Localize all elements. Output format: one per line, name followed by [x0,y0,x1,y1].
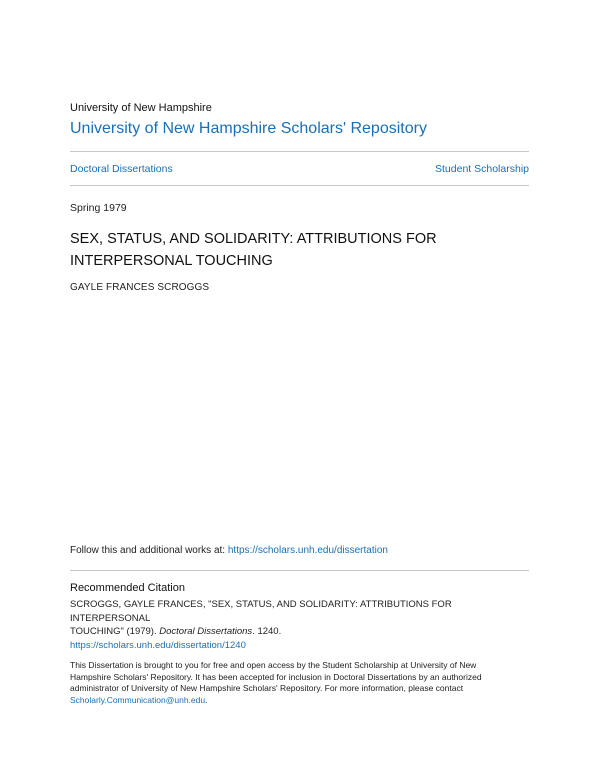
follow-text: Follow this and additional works at: [70,545,228,556]
notice-email-suffix: . [205,694,208,705]
publication-date: Spring 1979 [70,202,127,214]
title-line-1: SEX, STATUS, AND SOLIDARITY: ATTRIBUTIONS FOR [70,231,437,247]
follow-link[interactable]: https://scholars.unh.edu/dissertation [227,545,388,556]
divider-citation [70,570,529,571]
cover-page [70,0,529,776]
citation-line-2-prefix: TOUCHING" (1979). [70,626,160,637]
citation-series: Doctoral Dissertations [159,626,253,637]
citation-line-2-suffix: . 1240. [252,626,282,637]
citation-body [70,598,529,652]
author-name: GAYLE FRANCES SCROGGS [70,282,210,293]
contact-email-link[interactable]: Scholarly.Communication@unh.edu [70,694,206,705]
notice-line-2: Hampshire Scholars' Repository. It has been accepted for inclusion in Doctoral Dissertations by an authorized [70,671,482,682]
institution-name: University of New Hampshire [70,102,212,114]
collection-link-student-scholarship[interactable]: Student Scholarship [435,163,529,175]
citation-heading: Recommended Citation [70,582,185,594]
divider-top [70,151,529,152]
divider-collections [70,185,529,186]
citation-line-1: SCROGGS, GAYLE FRANCES, "SEX, STATUS, AND SOLIDARITY: ATTRIBUTIONS FOR INTERPERSONAL [70,599,452,624]
citation-link[interactable]: https://scholars.unh.edu/dissertation/1240 [70,639,246,651]
title-line-2: INTERPERSONAL TOUCHING [70,253,273,269]
follow-line [70,545,388,556]
repository-link[interactable]: University of New Hampshire Scholars' Repository [70,120,427,137]
collection-link-doctoral-dissertations[interactable]: Doctoral Dissertations [70,163,173,175]
notice-line-3: administrator of University of New Hampshire Scholars' Repository. For more information, please contact [70,683,464,693]
notice-line-1: This Dissertation is brought to you for free and open access by the Student Scholarship at University of New [70,660,477,670]
document-title [70,228,529,272]
access-notice [70,660,529,706]
